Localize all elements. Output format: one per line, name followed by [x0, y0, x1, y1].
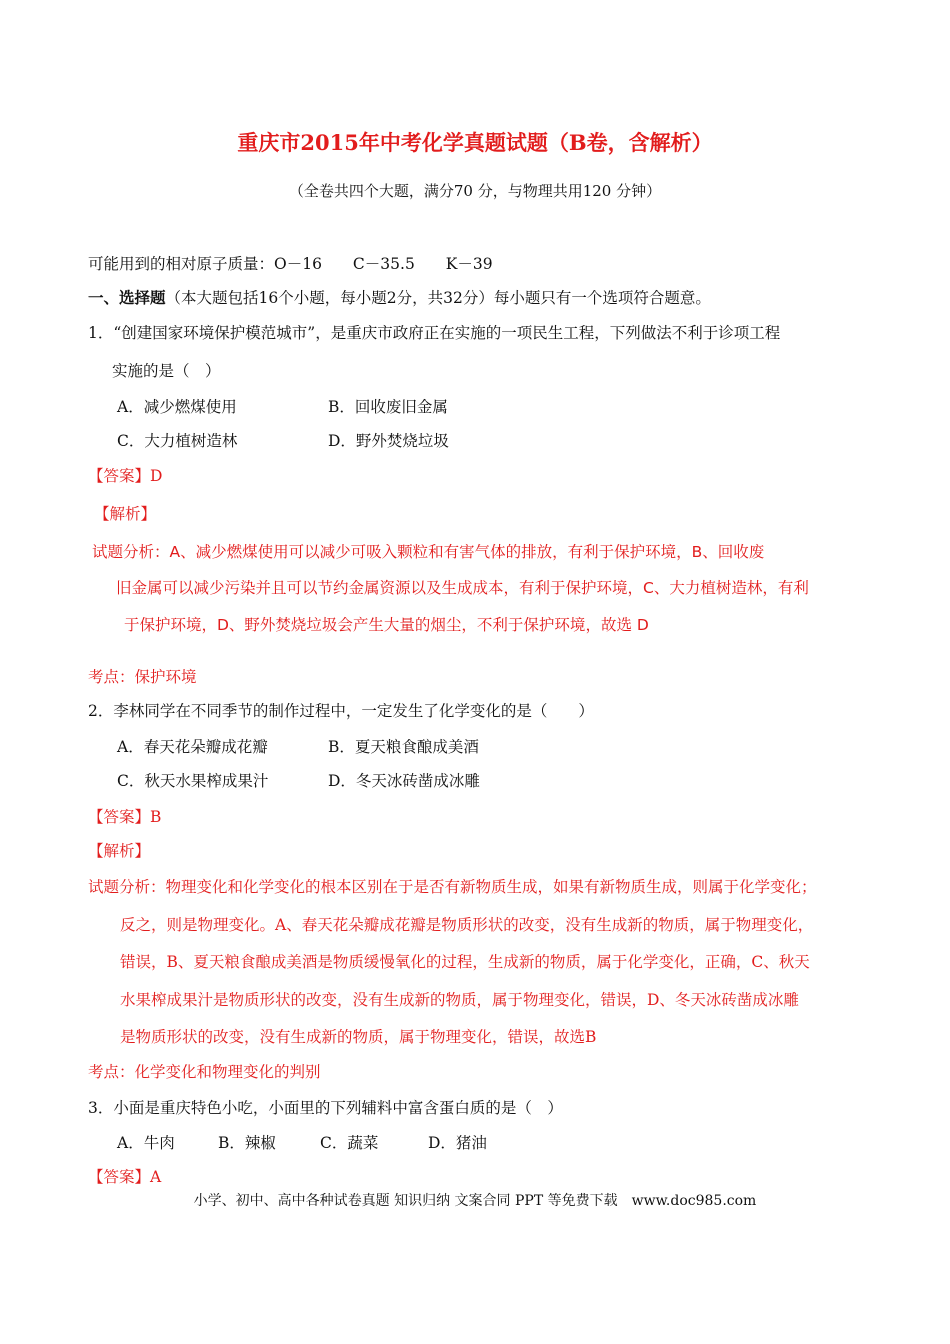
- section1-heading: 一、选择题: [88, 288, 166, 307]
- q2-analysis-line2: 反之，则是物理变化。A、春天花朵瓣成花瓣是物质形状的改变，没有生成新的物质，属于物理变化，: [120, 916, 814, 934]
- q2-option-a: A．春天花朵瓣成花瓣: [117, 738, 268, 756]
- q1-option-b: B．回收废旧金属: [328, 398, 448, 416]
- q1-option-c: C．大力植树造林: [117, 432, 238, 450]
- q2-analysis-label: 【解析】: [88, 842, 151, 860]
- q1-analysis-line3: 于保护环境，D、野外焚烧垃圾会产生大量的烟尘，不利于保护环境，故选 D: [124, 616, 649, 634]
- q1-point: 考点：保护环境: [88, 668, 197, 686]
- document-subtitle: （全卷共四个大题，满分70 分，与物理共用120 分钟）: [288, 182, 662, 200]
- document-title: 重庆市2015年中考化学真题试题（B卷，含解析）: [237, 130, 713, 155]
- q3-option-a: A．牛肉: [117, 1134, 175, 1152]
- q2-answer: 【答案】B: [88, 808, 162, 826]
- q2-option-b: B．夏天粮食酿成美酒: [328, 738, 479, 756]
- q2-point: 考点：化学变化和物理变化的判别: [88, 1063, 321, 1081]
- q2-analysis-line5: 是物质形状的改变，没有生成新的物质，属于物理变化，错误，故选B: [120, 1028, 597, 1046]
- q2-option-c: C．秋天水果榨成果汁: [117, 772, 269, 790]
- q1-analysis-label: 【解析】: [94, 505, 157, 523]
- section1-desc: （本大题包括16个小题，每小题2分，共32分）每小题只有一个选项符合题意。: [165, 289, 711, 307]
- atomic-masses: 可能用到的相对原子质量：O－16 C－35.5 K－39: [88, 255, 493, 273]
- q1-option-a: A．减少燃煤使用: [117, 398, 237, 416]
- page-footer: 小学、初中、高中各种试卷真题 知识归纳 文案合同 PPT 等免费下载 www.doc985.com: [193, 1193, 757, 1209]
- section1-header: [88, 286, 711, 308]
- q1-option-d: D．野外焚烧垃圾: [328, 432, 449, 450]
- q1-stem-line1: 1．“创建国家环境保护模范城市”，是重庆市政府正在实施的一项民生工程，下列做法不利于诊项工程: [88, 324, 781, 342]
- q3-option-d: D．猪油: [428, 1134, 487, 1152]
- q1-analysis-line1: 试题分析：A、减少燃煤使用可以减少可吸入颗粒和有害气体的排放，有利于保护环境，B、回收废: [92, 543, 765, 561]
- q1-stem-line2: 实施的是（ ）: [112, 362, 221, 380]
- q2-analysis-line3: 错误，B、夏天粮食酿成美酒是物质缓慢氧化的过程，生成新的物质，属于化学变化，正确，C、秋天: [120, 953, 810, 971]
- q1-analysis-line2: 旧金属可以减少污染并且可以节约金属资源以及生成成本，有利于保护环境，C、大力植树造林，有利: [116, 579, 809, 597]
- q3-stem: 3．小面是重庆特色小吃，小面里的下列辅料中富含蛋白质的是（ ）: [88, 1099, 563, 1117]
- q2-analysis-line4: 水果榨成果汁是物质形状的改变，没有生成新的物质，属于物理变化，错误，D、冬天冰砖凿成冰雕: [120, 991, 799, 1009]
- q3-option-c: C．蔬菜: [320, 1134, 379, 1152]
- q2-option-d: D．冬天冰砖凿成冰雕: [328, 772, 480, 790]
- q2-analysis-line1: 试题分析：物理变化和化学变化的根本区别在于是否有新物质生成，如果有新物质生成，则属于化学变化；: [88, 878, 817, 896]
- q3-answer: 【答案】A: [88, 1168, 162, 1186]
- q1-answer: 【答案】D: [88, 467, 163, 485]
- q2-stem: 2．李林同学在不同季节的制作过程中，一定发生了化学变化的是（ ）: [88, 702, 594, 720]
- q3-option-b: B．辣椒: [218, 1134, 276, 1152]
